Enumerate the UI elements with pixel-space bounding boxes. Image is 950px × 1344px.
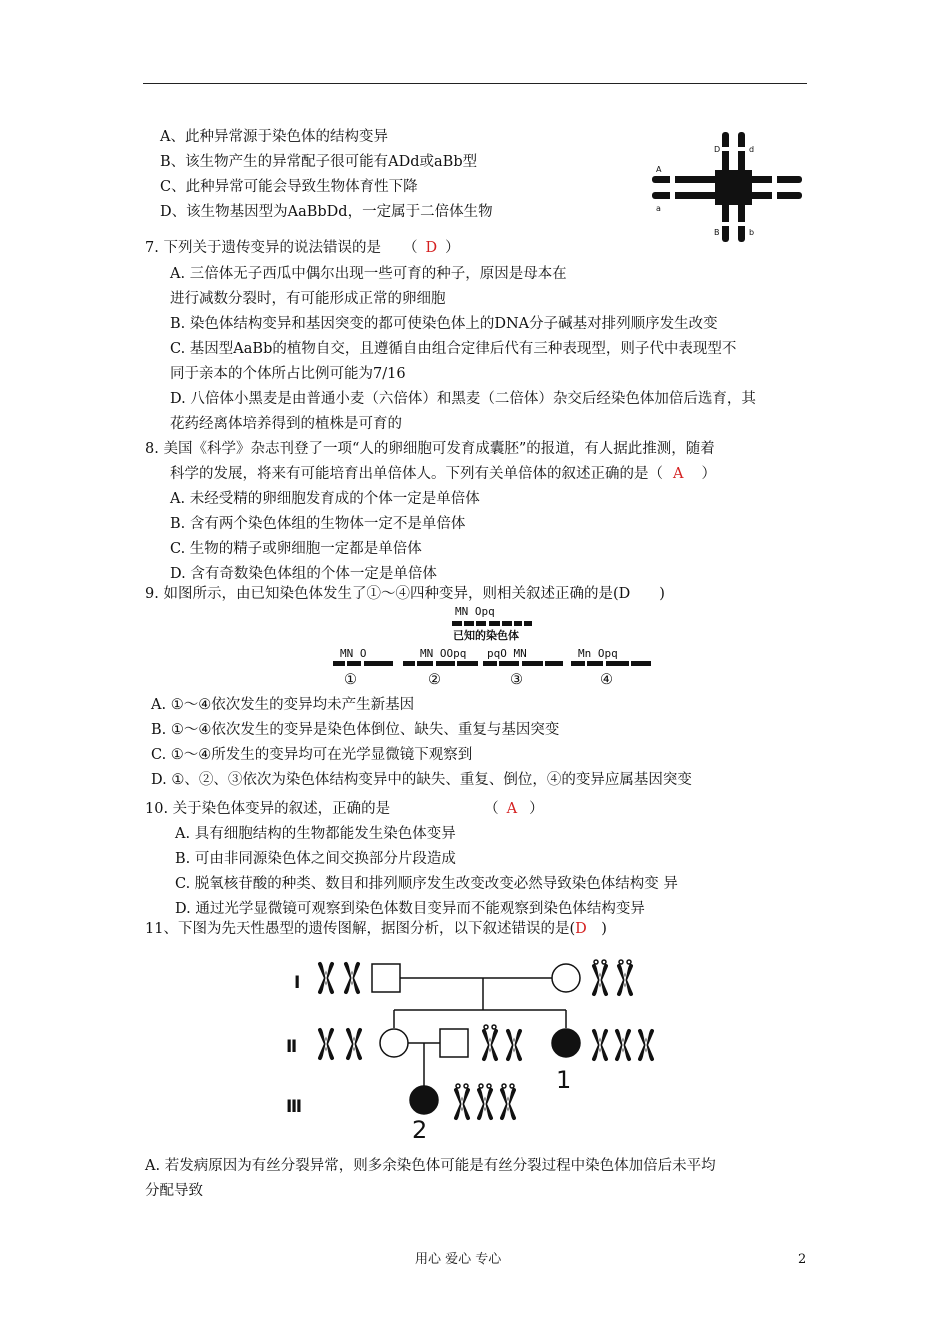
- label-b: b: [749, 228, 755, 237]
- q11-answer: D: [575, 921, 587, 937]
- q8-option-d: D. 含有奇数染色体组的个体一定是单倍体: [170, 566, 437, 582]
- q10-option-b: B. 可由非同源染色体之间交换部分片段造成: [175, 851, 456, 867]
- q9-stem: 9. 如图所示，由已知染色体发生了①～④四种变异，则相关叙述正确的是(D ): [145, 586, 665, 602]
- generation-I-label: Ⅰ: [294, 973, 301, 993]
- q10-stem: 10. 关于染色体变异的叙述，正确的是 （ A ）: [145, 801, 544, 817]
- q8-option-c: C. 生物的精子或卵细胞一定都是单倍体: [170, 541, 422, 557]
- generation-II-label: Ⅱ: [286, 1037, 298, 1057]
- q9-option-d: D. ①、②、③依次为染色体结构变异中的缺失、重复、倒位，④的变异应属基因突变: [151, 772, 692, 788]
- individual-2-label: 2: [412, 1116, 428, 1144]
- q11-pedigree-figure: [286, 948, 670, 1144]
- q8-option-b: B. 含有两个染色体组的生物体一定不是单倍体: [170, 516, 466, 532]
- q9-option-b: B. ①～④依次发生的变异是染色体倒位、缺失、重复与基因突变: [151, 722, 560, 738]
- q8-stem-line1: 8. 美国《科学》杂志刊登了一项“人的卵细胞可发育成囊胚”的报道，有人据此推测，随着: [145, 441, 715, 457]
- q9-variant-2-genes: MN OOpq: [420, 647, 467, 660]
- label-a: a: [656, 204, 661, 213]
- q7-option-a-line2: 进行减数分裂时，有可能形成正常的卵细胞: [170, 291, 446, 307]
- label-B: B: [714, 228, 720, 237]
- q9-label-3: ③: [510, 672, 523, 688]
- q9-variant-1-genes: MN O: [340, 647, 367, 660]
- generation-III-label: Ⅲ: [286, 1097, 303, 1117]
- individual-1-label: 1: [556, 1066, 572, 1094]
- q7-stem: 7. 下列关于遗传变异的说法错误的是 （ D ）: [145, 240, 460, 256]
- q9-option-c: C. ①～④所发生的变异均可在光学显微镜下观察到: [151, 747, 473, 763]
- footer-slogan: 用心 爱心 专心: [415, 1252, 502, 1267]
- q9-known-caption: 已知的染色体: [453, 629, 519, 642]
- q8-answer: A: [673, 466, 684, 482]
- q6-option-b: B、该生物产生的异常配子很可能有ADd或aBb型: [160, 154, 478, 170]
- q8-stem-line2: 科学的发展，将来有可能培育出单倍体人。下列有关单倍体的叙述正确的是（ A ）: [170, 466, 716, 482]
- q7-option-c-line2: 同于亲本的个体所占比例可能为7/16: [170, 366, 406, 382]
- q7-answer: D: [425, 240, 438, 256]
- q9-label-4: ④: [600, 672, 613, 688]
- q9-variant-4-genes: Mn Opq: [578, 647, 618, 660]
- q6-option-a: A、此种异常源于染色体的结构变异: [160, 129, 388, 145]
- q6-option-d: D、该生物基因型为AaBbDd，一定属于二倍体生物: [160, 204, 493, 220]
- q7-option-b: B. 染色体结构变异和基因突变的都可使染色体上的DNA分子碱基对排列顺序发生改变: [170, 316, 718, 332]
- q9-label-2: ②: [428, 672, 441, 688]
- q11-stem: 11、下图为先天性愚型的遗传图解，据图分析，以下叙述错误的是(D ): [145, 921, 607, 937]
- q7-option-c-line1: C. 基因型AaBb的植物自交，且遵循自由组合定律后代有三种表现型，则子代中表现型不: [170, 341, 737, 357]
- q6-option-c: C、此种异常可能会导致生物体育性下降: [160, 179, 418, 195]
- q10-answer: A: [506, 801, 518, 817]
- label-A: A: [656, 165, 662, 174]
- q9-known-genes: MN Opq: [455, 605, 495, 618]
- q7-option-d-line1: D. 八倍体小黑麦是由普通小麦（六倍体）和黑麦（二倍体）杂交后经染色体加倍后选育，其: [170, 391, 756, 407]
- q9-label-1: ①: [344, 672, 357, 688]
- q9-known-chromosome: [452, 621, 532, 627]
- q9-option-a: A. ①～④依次发生的变异均未产生新基因: [151, 697, 415, 713]
- header-rule: [143, 83, 807, 84]
- q6-chromosome-figure: [652, 132, 812, 242]
- q8-option-a: A. 未经受精的卵细胞发育成的个体一定是单倍体: [170, 491, 480, 507]
- q9-variant-chromosomes: [333, 661, 653, 667]
- label-D: D: [714, 145, 721, 154]
- q11-option-a-line1: A. 若发病原因为有丝分裂异常，则多余染色体可能是有丝分裂过程中染色体加倍后未平均: [145, 1158, 716, 1174]
- q7-option-a-line1: A. 三倍体无子西瓜中偶尔出现一些可育的种子，原因是母本在: [170, 266, 567, 282]
- q10-option-c: C. 脱氧核苷酸的种类、数目和排列顺序发生改变改变必然导致染色体结构变 异: [175, 876, 678, 892]
- q10-option-a: A. 具有细胞结构的生物都能发生染色体变异: [175, 826, 456, 842]
- label-d: d: [749, 145, 755, 154]
- q11-option-a-line2: 分配导致: [145, 1183, 203, 1199]
- q10-option-d: D. 通过光学显微镜可观察到染色体数目变异而不能观察到染色体结构变异: [175, 901, 645, 917]
- q9-variant-3-genes: pqO MN: [487, 647, 527, 660]
- page-number: 2: [798, 1252, 807, 1267]
- q7-option-d-line2: 花药经离体培养得到的植株是可育的: [170, 416, 402, 432]
